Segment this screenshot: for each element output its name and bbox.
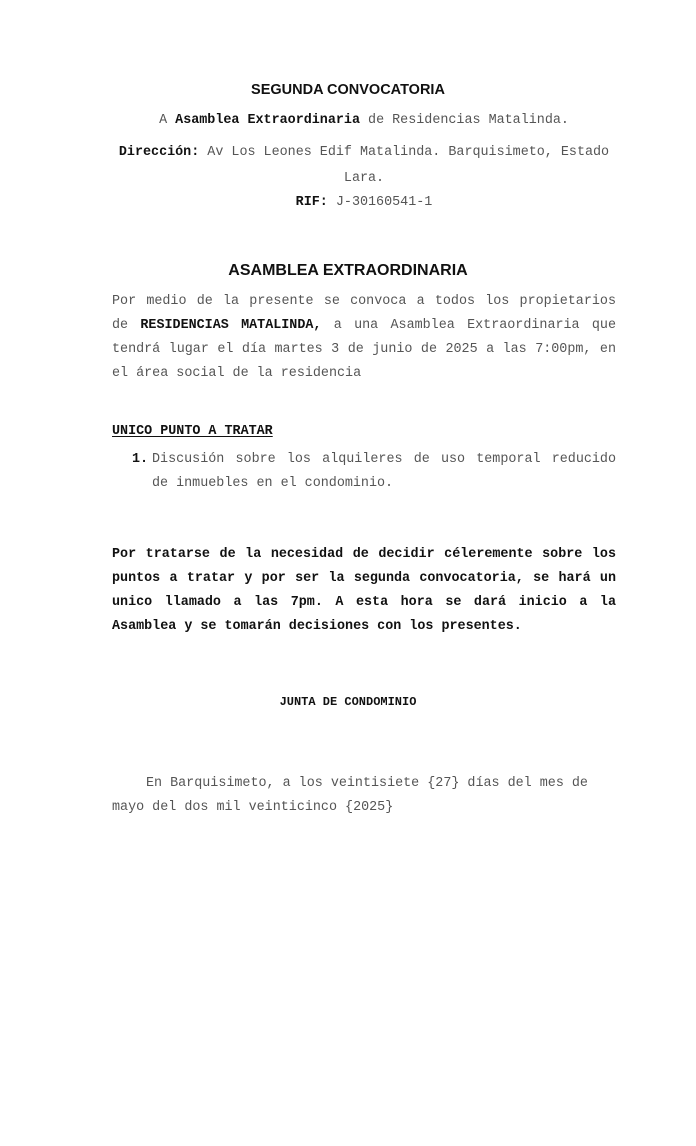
intro-line2-prefix: de	[112, 318, 129, 333]
address-label: Dirección:	[118, 145, 200, 160]
agenda-heading: UNICO PUNTO A TRATAR	[112, 424, 273, 439]
address-block	[112, 140, 616, 192]
document-title: SEGUNDA CONVOCATORIA	[251, 82, 445, 98]
notice-paragraph	[112, 543, 616, 639]
intro-paragraph	[112, 290, 616, 386]
agenda-item-number: 1.	[132, 452, 149, 467]
intro-line: Por medio de la presente se convoca a todos los propietarios	[112, 294, 616, 309]
notice-line: puntos a tratar y por ser la segunda convocatoria, se hará un	[112, 571, 616, 586]
agenda-item-line: de inmuebles en el condominio.	[152, 476, 394, 491]
intro-line: tendrá lugar el día martes 3 de junio de 2025 a las 7:00pm, en	[112, 342, 616, 357]
addressee-assembly: Asamblea Extraordinaria	[175, 113, 360, 128]
agenda-item-line: Discusión sobre los alquileres de uso temporal reducido	[152, 452, 616, 467]
section-title: ASAMBLEA EXTRAORDINARIA	[228, 262, 468, 279]
address-value-line1: Av Los Leones Edif Matalinda. Barquisimeto, Estado	[207, 145, 610, 160]
agenda-item-text	[152, 448, 616, 496]
rif-label: RIF:	[295, 195, 328, 210]
notice-line: Por tratarse de la necesidad de decidir céleremente sobre los	[112, 547, 616, 562]
intro-line: el área social de la residencia	[112, 366, 362, 381]
intro-line	[112, 314, 616, 338]
date-line: mayo del dos mil veinticinco {2025}	[112, 800, 394, 815]
addressee-line	[112, 111, 616, 131]
rif-value: J-30160541-1	[335, 195, 433, 210]
residence-name: RESIDENCIAS MATALINDA,	[140, 318, 322, 333]
date-paragraph	[112, 772, 616, 820]
intro-line2-suffix: a una Asamblea Extraordinaria que	[333, 318, 616, 333]
addressee-suffix: de Residencias Matalinda.	[368, 113, 569, 128]
address-value-line2: Lara.	[343, 171, 385, 186]
notice-line: unico llamado a las 7pm. A esta hora se dará inicio a la	[112, 595, 616, 610]
date-line: En Barquisimeto, a los veintisiete {27} días del mes de	[146, 776, 588, 791]
signature-line: JUNTA DE CONDOMINIO	[279, 695, 417, 709]
notice-line: Asamblea y se tomarán decisiones con los presentes.	[112, 619, 522, 634]
addressee-prefix: A	[159, 113, 168, 128]
rif-line	[112, 193, 616, 213]
